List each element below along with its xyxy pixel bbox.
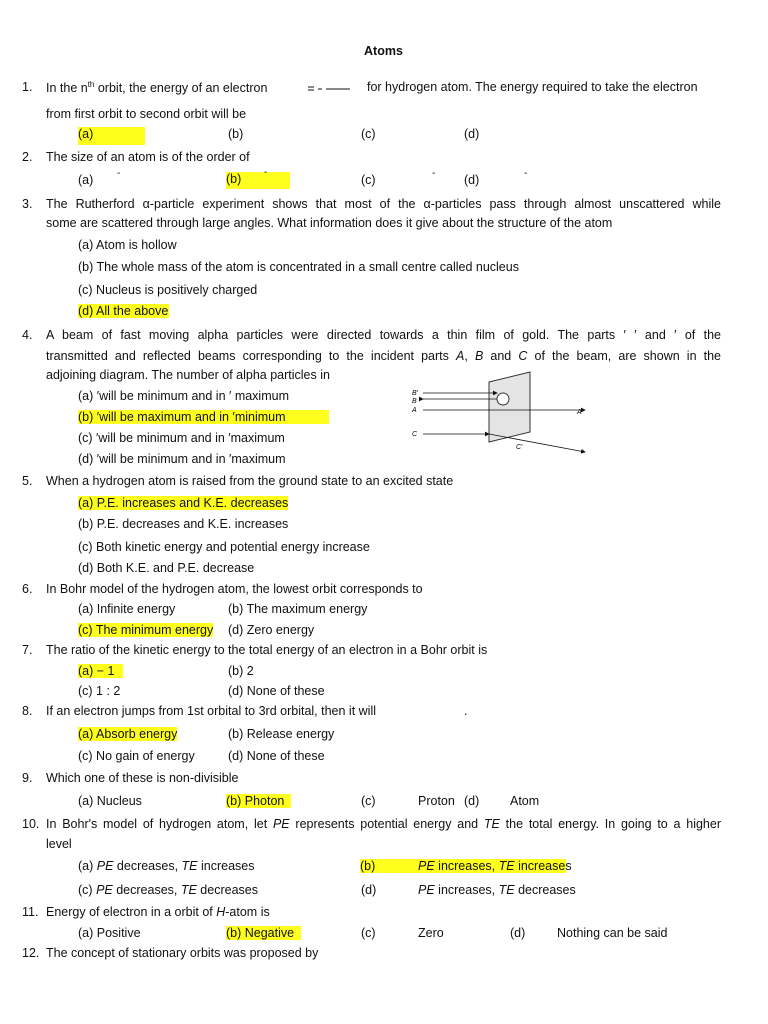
question-text: The size of an atom is of the order of (46, 150, 250, 164)
question-text-cont: from first orbit to second orbit will be (46, 107, 247, 121)
option-b[interactable]: (b) 2 (228, 664, 254, 678)
question-text: When a hydrogen atom is raised from the ground state to an excited state (46, 474, 454, 488)
option-c[interactable]: (c) (361, 926, 376, 940)
option-c[interactable]: (c) (361, 127, 376, 141)
question-text: Which one of these is non-divisible (46, 771, 239, 785)
option-d-text: PE increases, TE decreases (418, 883, 576, 897)
question-text: A beam of fast moving alpha particles were directed towards a thin film of gold. The parts ′ ′ and ′ of the (46, 328, 721, 342)
option-c[interactable]: (c) 1 : 2 (78, 684, 121, 698)
label-a: A (412, 407, 417, 414)
question-text-cont: some are scattered through large angles. What information does it give about the structure of the atom (46, 216, 613, 230)
label-b: B (412, 398, 417, 405)
formula-mark: - (117, 168, 121, 179)
label-c: C (412, 431, 418, 438)
question-text-cont: transmitted and reflected beams corresponding to the incident parts A, B and C of the beam, are shown in the (46, 349, 722, 363)
question-text: The Rutherford α-particle experiment shows that most of the α-particles pass through almost unscattered while (46, 197, 721, 211)
option-d-text: Nothing can be said (557, 926, 668, 940)
question-number: 7. (22, 643, 33, 657)
nucleus-circle (497, 393, 509, 405)
option-a[interactable]: (a) P.E. increases and K.E. decreases (78, 496, 289, 510)
option-d[interactable]: (d) Zero energy (228, 623, 315, 637)
option-b[interactable]: (b) The whole mass of the atom is concentrated in a small centre called nucleus (78, 260, 519, 274)
question-number: 8. (22, 704, 33, 718)
option-d[interactable]: (d) (361, 883, 377, 897)
formula-mark: - (432, 168, 436, 179)
question-text: If an electron jumps from 1st orbital to 3rd orbital, then it will (46, 704, 377, 718)
option-c[interactable]: (c) The minimum energy (78, 623, 214, 637)
option-b[interactable]: (b) PE increases, TE increases (360, 859, 572, 873)
question-blank-dot: . (464, 704, 468, 718)
option-a[interactable]: (a) (78, 127, 145, 145)
option-a[interactable]: (a) ′will be minimum and in ′ maximum (78, 389, 289, 403)
question-text: In Bohr's model of hydrogen atom, let PE represents potential energy and TE the total energy. In going to a higher (46, 817, 721, 831)
option-b[interactable]: (b) Release energy (228, 727, 335, 741)
question-text: In Bohr model of the hydrogen atom, the lowest orbit corresponds to (46, 582, 423, 596)
option-d[interactable]: (d) None of these (228, 684, 325, 698)
question-number: 6. (22, 582, 33, 596)
option-c-text: Zero (418, 926, 444, 940)
option-b[interactable]: (b) The maximum energy (228, 602, 368, 616)
option-d[interactable]: (d) ′will be minimum and in ′maximum (78, 452, 286, 466)
label-c-prime: C′ (516, 444, 523, 451)
option-a[interactable]: (a) Absorb energy (78, 727, 178, 741)
scattering-diagram (405, 370, 595, 455)
option-a[interactable]: (a) − 1 (78, 664, 123, 678)
question-number: 9. (22, 771, 33, 785)
question-number: 4. (22, 328, 33, 342)
option-b[interactable]: (b) P.E. decreases and K.E. increases (78, 517, 289, 531)
question-text-cont: level (46, 837, 72, 851)
option-d[interactable]: (d) Both K.E. and P.E. decrease (78, 561, 255, 575)
question-number: 11. (22, 905, 39, 919)
formula-fraction (306, 84, 352, 94)
question-number: 3. (22, 197, 33, 211)
option-d[interactable]: (d) (464, 127, 480, 141)
option-b[interactable]: (b) Negative (226, 926, 301, 940)
question-number: 12. (22, 946, 40, 960)
option-c[interactable]: (c) PE decreases, TE decreases (78, 883, 258, 897)
label-b-prime: B′ (412, 390, 418, 397)
option-a[interactable]: (a) Infinite energy (78, 602, 176, 616)
option-b[interactable]: (b) Photon (226, 794, 291, 808)
question-number: 1. (22, 80, 33, 94)
option-d[interactable]: (d) (464, 794, 480, 808)
question-number: 2. (22, 150, 33, 164)
formula-mark: - (524, 168, 528, 179)
option-d-text: Atom (510, 794, 540, 808)
page-title: Atoms (364, 44, 403, 58)
option-d[interactable]: (d) (510, 926, 526, 940)
question-number: 5. (22, 474, 33, 488)
option-b[interactable]: (b) ′will be maximum and in ′minimum (78, 410, 329, 424)
beam-c-prime (489, 434, 585, 452)
option-b[interactable]: (b) (228, 127, 244, 141)
question-text-cont: for hydrogen atom. The energy required to take the electron (367, 80, 698, 94)
option-c[interactable]: (c) Nucleus is positively charged (78, 283, 258, 297)
question-text-cont: adjoining diagram. The number of alpha particles in (46, 368, 330, 382)
option-d[interactable]: (d) None of these (228, 749, 325, 763)
option-a[interactable]: (a) Positive (78, 926, 141, 940)
label-a-prime: A′ (577, 409, 583, 416)
question-text: In the $n^{th}$ orbit, the energy of an electron (46, 80, 268, 96)
option-c[interactable]: (c) (361, 173, 376, 187)
option-c-text: Proton (418, 794, 455, 808)
question-text: The concept of stationary orbits was proposed by (46, 946, 319, 960)
option-b[interactable]: (b) - (226, 172, 290, 189)
question-number: 10. (22, 817, 40, 831)
option-c[interactable]: (c) No gain of energy (78, 749, 195, 763)
option-a[interactable]: (a) PE decreases, TE increases (78, 859, 255, 873)
option-c[interactable]: (c) (361, 794, 376, 808)
question-text: The ratio of the kinetic energy to the total energy of an electron in a Bohr orbit is (46, 643, 488, 657)
option-d[interactable]: (d) All the above (78, 304, 169, 318)
option-a[interactable]: (a) Atom is hollow (78, 238, 177, 252)
option-a[interactable]: (a) (78, 173, 94, 187)
option-c[interactable]: (c) ′will be minimum and in ′maximum (78, 431, 285, 445)
question-text: Energy of electron in a orbit of H-atom is (46, 905, 270, 919)
option-c[interactable]: (c) Both kinetic energy and potential energy increase (78, 540, 370, 554)
gold-foil (489, 372, 530, 442)
option-a[interactable]: (a) Nucleus (78, 794, 142, 808)
option-d[interactable]: (d) (464, 173, 480, 187)
